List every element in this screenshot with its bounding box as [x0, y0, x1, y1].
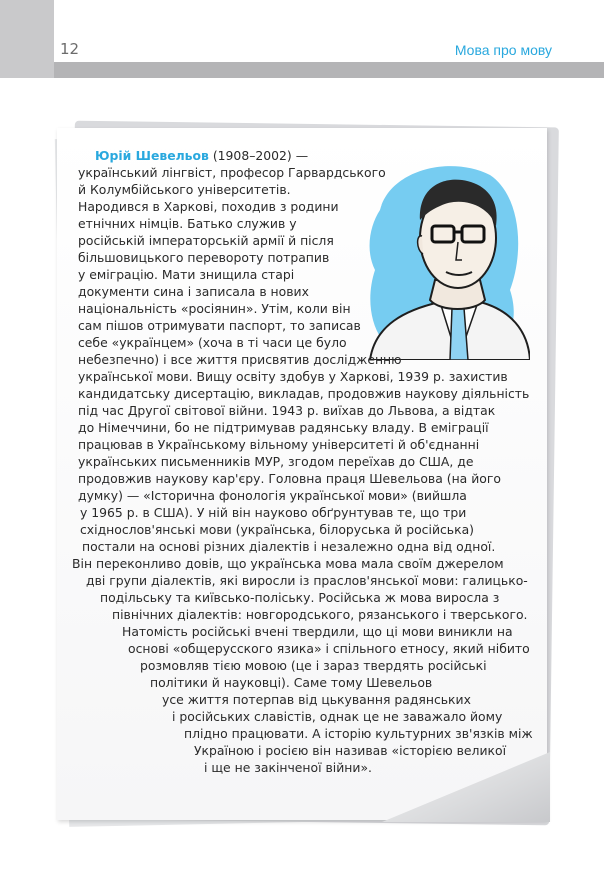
text-line-1: Юрій Шевельов (1908–2002) —: [95, 148, 309, 163]
page-number: 12: [60, 40, 80, 58]
text-line: усе життя потерпав від цькування радянських: [162, 692, 471, 707]
author-name: Юрій Шевельов: [95, 148, 209, 163]
text-line: у еміграцію. Мати знищила старі: [78, 267, 295, 282]
text-line: основі «общерусского язика» і спільного етносу, який нібито: [128, 641, 530, 656]
text-line: і російських славістів, однак це не заважало йому: [172, 709, 503, 724]
text-line: до Німеччини, бо не підтримував радянську владу. В еміграції: [78, 420, 489, 435]
text-line: російській імператорській армії й після: [78, 233, 334, 248]
text-line: у 1965 р. в США). У ній він науково обґрунтував те, що три: [80, 505, 467, 520]
text-line: національність «росіянин». Утім, коли він: [78, 301, 351, 316]
text-line: етнічних німців. Батько служив у: [78, 216, 297, 231]
text-line: документи сина і записала в нових: [78, 284, 309, 299]
text-line: східнослов'янські мови (українська, білоруська й російська): [80, 522, 475, 537]
text-line: Народився в Харкові, походив з родини: [78, 199, 339, 214]
text-line: і ще не закінченої війни».: [204, 760, 372, 775]
text-line: більшовицького перевороту потрапив: [78, 250, 330, 265]
text-line: Україною і росією він називав «історією великої: [194, 743, 507, 758]
text-line: політики й науковці). Саме тому Шевельов: [150, 675, 433, 690]
text-line: під час Другої світової війни. 1943 р. виїхав до Львова, а відтак: [78, 403, 496, 418]
text-line: розмовляв тією мовою (це і зараз твердять російські: [140, 658, 487, 673]
text-line: подільську та київсько-поліську. Російська ж мова виросла з: [100, 590, 500, 605]
text-line: український лінгвіст, професор Гарвардського: [78, 165, 386, 180]
text-line: сам пішов отримувати паспорт, то записав: [78, 318, 361, 333]
text-line: небезпечно) і все життя присвятив дослідженню: [78, 352, 402, 367]
text-line: Він переконливо довів, що українська мова мала своїм джерелом: [72, 556, 504, 571]
text-line: плідно працювати. А історію культурних зв'язків між: [184, 726, 533, 741]
header-rule: [54, 62, 604, 78]
text-line: української мови. Вищу освіту здобув у Харкові, 1939 р. захистив: [78, 369, 508, 384]
text-line: працював в Українському вільному університеті й об'єднанні: [78, 437, 480, 452]
text-line: дві групи діалектів, які виросли із праслов'янської мови: галицько-: [86, 573, 528, 588]
text-line: й Колумбійського університетів.: [78, 182, 291, 197]
text-line: постали на основі різних діалектів і незалежно одна від одної.: [82, 539, 496, 554]
text-line: північних діалектів: новгородського, рязанського і тверського.: [112, 607, 528, 622]
text-line: кандидатську дисертацію, викладав, продовжив наукову діяльність: [78, 386, 530, 401]
text-line: продовжив наукову кар'єру. Головна праця Шевельова (на його: [78, 471, 501, 486]
text-line: українських письменників МУР, згодом переїхав до США, де: [78, 454, 474, 469]
portrait-illustration: [360, 150, 530, 360]
text-line: думку) — «Історична фонологія української мови» (вийшла: [78, 488, 467, 503]
section-title: Мова про мову: [454, 42, 552, 58]
text-line: себе «українцем» (хоча в ті часи це було: [78, 335, 347, 350]
text-line: Натомість російські вчені твердили, що ці мови виникли на: [122, 624, 513, 639]
